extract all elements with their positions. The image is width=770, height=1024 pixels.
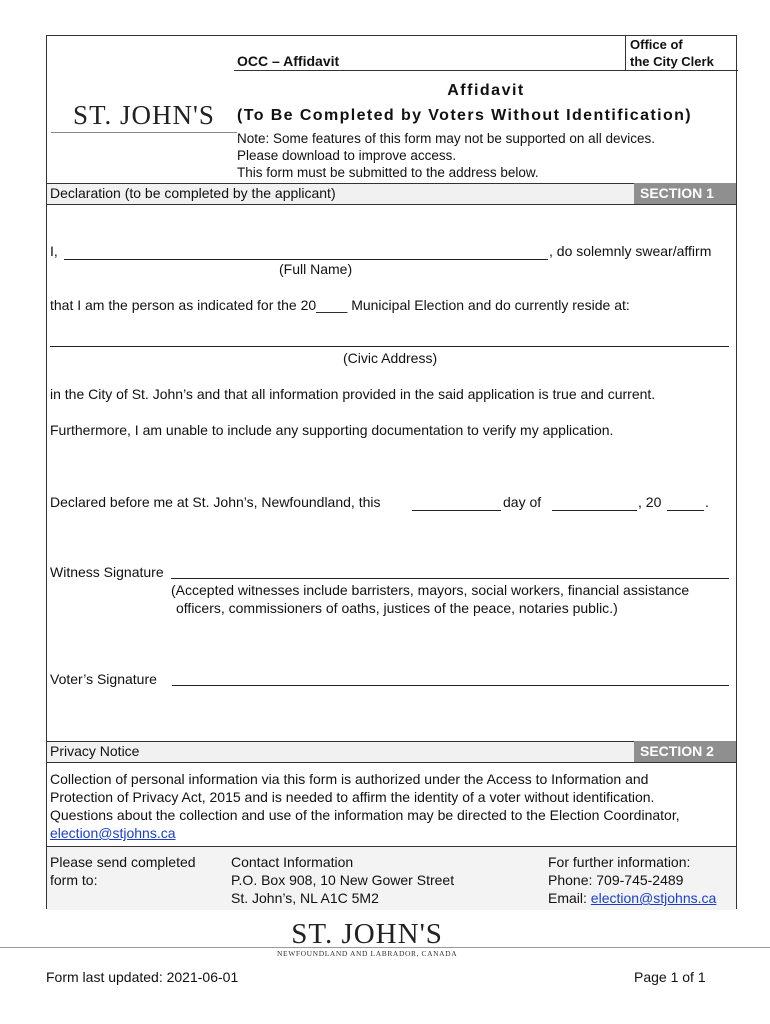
footer-logo-sub: NEWFOUNDLAND AND LABRADOR, CANADA (277, 949, 458, 958)
contact-email-link[interactable]: election@stjohns.ca (590, 890, 717, 906)
section2-label: Privacy Notice (50, 743, 140, 759)
send-line: form to: (50, 872, 98, 888)
further-line: For further information: (548, 854, 691, 870)
device-note (237, 130, 655, 181)
note-line: Note: Some features of this form may not be supported on all devices. (237, 131, 655, 146)
year-prefix: , 20 (638, 494, 662, 510)
further-info (548, 853, 716, 907)
send-to (50, 853, 196, 889)
note-line: Please download to improve access. (237, 148, 457, 163)
city-logo (51, 100, 237, 133)
footer-logo (277, 918, 457, 958)
office-line1: Office of (630, 37, 683, 52)
section1-header (47, 183, 736, 204)
divider (47, 846, 736, 847)
office-label (625, 36, 738, 71)
section1-tag: SECTION 1 (634, 183, 736, 204)
month-field[interactable] (552, 510, 637, 511)
section2-header (47, 741, 736, 762)
further-text: Furthermore, I am unable to include any supporting documentation to verify my application. (50, 422, 614, 438)
email-label: Email: (548, 890, 591, 906)
contact-line: St. John’s, NL A1C 5M2 (231, 890, 379, 906)
witness-note: officers, commissioners of oaths, justices of the peace, notaries public.) (176, 600, 618, 616)
swear-text: , do solemnly swear/affirm (549, 243, 712, 259)
divider (47, 762, 736, 763)
logo-text: ST. JOHN'S (73, 100, 215, 130)
section2-tag: SECTION 2 (634, 741, 736, 762)
page-number: Page 1 of 1 (634, 969, 706, 985)
civic-address-label: (Civic Address) (343, 350, 438, 366)
form-frame (46, 35, 737, 909)
privacy-line: Questions about the collection and use of the information may be directed to the Election Coordinator, (50, 807, 680, 823)
note-line: This form must be submitted to the address below. (237, 165, 539, 180)
full-name-label: (Full Name) (279, 261, 353, 277)
contact-line: P.O. Box 908, 10 New Gower Street (231, 872, 455, 888)
footer-logo-text: ST. JOHN'S (291, 918, 443, 950)
form-code: OCC – Affidavit (237, 53, 340, 69)
period: . (705, 494, 709, 510)
full-name-field[interactable] (64, 259, 548, 260)
further-line (548, 889, 716, 907)
divider (47, 183, 736, 184)
divider (47, 204, 736, 205)
divider (47, 741, 736, 742)
footer-rule (0, 947, 770, 948)
contact-line: Contact Information (231, 854, 354, 870)
logo-rule (51, 132, 237, 133)
voter-label: Voter’s Signature (50, 671, 157, 687)
privacy-line: Collection of personal information via this form is authorized under the Access to Information and (50, 771, 649, 787)
further-line: Phone: 709-745-2489 (548, 872, 684, 888)
page-subtitle: (To Be Completed by Voters Without Identification) (237, 107, 693, 124)
page-title: Affidavit (447, 82, 525, 99)
city-text: in the City of St. John’s and that all information provided in the said application is true and current. (50, 386, 656, 402)
header-rule-right (625, 70, 738, 71)
section1-label: Declaration (to be completed by the applicant) (50, 185, 336, 201)
privacy-line: Protection of Privacy Act, 2015 and is needed to affirm the identity of a voter without identification. (50, 789, 655, 805)
witness-label: Witness Signature (50, 564, 164, 580)
privacy-email-link[interactable]: election@stjohns.ca (50, 825, 176, 841)
declared-text: Declared before me at St. John’s, Newfoundland, this (50, 494, 381, 510)
civic-address-field[interactable] (50, 346, 729, 347)
voter-signature-field[interactable] (172, 685, 729, 686)
form-updated: Form last updated: 2021-06-01 (46, 969, 239, 985)
witness-note: (Accepted witnesses include barristers, mayors, social workers, financial assistance (171, 582, 690, 598)
day-of-text: day of (503, 494, 542, 510)
header-rule (234, 70, 625, 71)
year-field[interactable] (667, 510, 704, 511)
witness-signature-field[interactable] (171, 578, 729, 579)
person-text: that I am the person as indicated for the 20____ Municipal Election and do currently reside at: (50, 297, 630, 313)
send-line: Please send completed (50, 854, 196, 870)
office-line2: the City Clerk (630, 54, 714, 69)
contact-block (47, 846, 736, 910)
privacy-notice (50, 770, 680, 842)
contact-info (231, 853, 454, 907)
day-field[interactable] (412, 510, 501, 511)
line-i: I, (50, 243, 58, 259)
